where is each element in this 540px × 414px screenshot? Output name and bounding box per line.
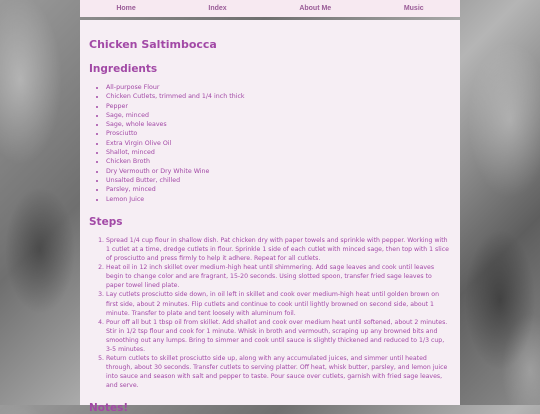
ingredient-item: • Parsley, minced [106,185,451,194]
step-item: 5. Return cutlets to skillet prosciutto side up, along with any accumulated juices, and simmer until heated through, about 30 seconds. Transfer cutlets to serving platter. Off heat, whisk butter, parsley, and lemon juice into sauce and season with salt and pepper to taste. Pour sauce over cutlets, garnish with fried sage leaves, and serve. [106,354,451,390]
page-title: Chicken Saltimbocca [89,38,217,51]
nav-music-link[interactable]: Music [403,5,424,12]
ingredient-item: • Sage, minced [106,111,451,120]
step-item: 2. Heat oil in 12 inch skillet over medium-high heat until shimmering. Add sage leaves and cook until leaves begin to change color and are fragrant, 15-20 seconds. Using slotted spoon, transfer fried sage leaves to paper towel lined plate. [106,263,451,290]
notes-heading: Notes! [89,402,129,414]
ingredient-item: • Shallot, minced [106,148,451,157]
ingredient-item: • Extra Virgin Olive Oil [106,139,451,148]
steps-heading: Steps [89,215,123,228]
ingredient-item: • Sage, whole leaves [106,120,451,129]
step-item: 4. Pour off all but 1 tbsp oil from skillet. Add shallot and cook over medium heat until softened, about 2 minutes. Stir in 1/2 tsp flour and cook for 1 minute. Whisk in broth and vermouth, scraping up any browned bits and smoothing out any lumps. Bring to simmer and cook until sauce is slightly thickened and reduced to 1/3 cup, 3-5 minutes. [106,318,451,354]
ingredient-item: • Lemon Juice [106,195,451,204]
ingredient-item: • Pepper [106,102,451,111]
steps-list [89,236,451,391]
step-item: 3. Lay cutlets prosciutto side down, in oil left in skillet and cook over medium-high heat until golden brown on first side, about 2 minutes. Flip cutlets and continue to cook until lightly browned on second side, about 1 minute. Transfer to plate and tent loosely with aluminum foil. [106,290,451,317]
ingredient-item: • Chicken Cutlets, trimmed and 1/4 inch thick [106,92,451,101]
nav-home-link[interactable]: Home [116,5,136,12]
ingredient-item: • Prosciutto [106,129,451,138]
ingredient-item: • Chicken Broth [106,157,451,166]
ingredient-item: • Unsalted Butter, chilled [106,176,451,185]
nav-index-link[interactable]: Index [208,5,227,12]
ingredient-item: • Dry Vermouth or Dry White Wine [106,167,451,176]
ingredients-heading: Ingredients [89,63,158,75]
step-item: 1. Spread 1/4 cup flour in shallow dish. Pat chicken dry with paper towels and sprinkle with pepper. Working with 1 cutlet at a time, dredge cutlets in flour. Sprinkle 1 side of each cutlet with minced sage, then top with 1 slice of prosciutto and press firmly to help it adhere. Repeat for all cutlets. [106,236,451,263]
ingredients-list [89,83,451,204]
top-nav [80,0,460,17]
ingredient-item: • All-purpose Flour [106,83,451,92]
nav-about-link[interactable]: About Me [299,5,332,12]
recipe-content[interactable] [80,20,460,414]
